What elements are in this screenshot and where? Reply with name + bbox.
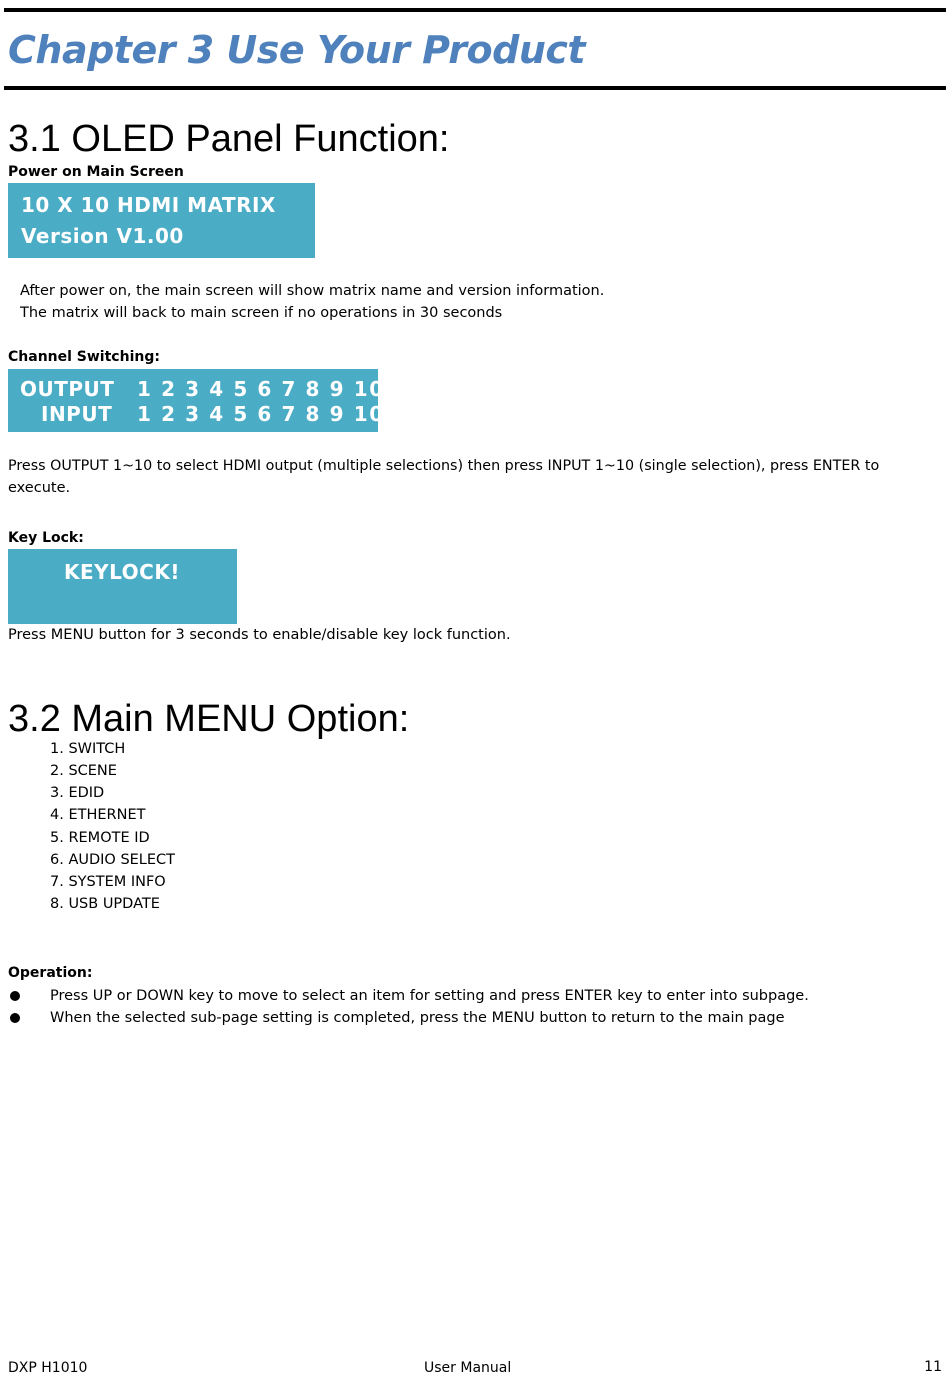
menu-item-switch: 1. SWITCH (50, 741, 126, 757)
channel-switching-label: Channel Switching: (8, 349, 160, 365)
key-lock-description: Press MENU button for 3 seconds to enable/disable key lock function. (8, 627, 511, 643)
section-title-oled: 3.1 OLED Panel Function: (8, 118, 450, 160)
oled-output-label: OUTPUT (20, 377, 115, 401)
key-lock-label: Key Lock: (8, 530, 84, 546)
oled-keylock-screen (8, 549, 237, 624)
menu-item-system-info: 7. SYSTEM INFO (50, 874, 166, 890)
menu-item-edid: 3. EDID (50, 785, 105, 801)
oled-input-label: INPUT (41, 402, 113, 426)
menu-item-scene: 2. SCENE (50, 763, 117, 779)
operation-bullet-2: When the selected sub-page setting is completed, press the MENU button to return to the main page (50, 1010, 785, 1026)
oled-keylock-text: KEYLOCK! (64, 560, 180, 584)
menu-item-ethernet: 4. ETHERNET (50, 807, 146, 823)
bullet-dot-icon (10, 1013, 20, 1023)
power-on-description-2: The matrix will back to main screen if no operations in 30 seconds (20, 305, 503, 321)
chapter-title: Chapter 3 Use Your Product (8, 28, 586, 72)
oled-output-numbers: 1 2 3 4 5 6 7 8 9 10 (137, 377, 385, 401)
header-rule-top (4, 8, 946, 12)
footer-model: DXP H1010 (8, 1360, 88, 1376)
menu-item-usb-update: 8. USB UPDATE (50, 896, 160, 912)
footer-doc-title: User Manual (424, 1360, 512, 1376)
bullet-dot-icon (10, 991, 20, 1001)
oled-channel-screen (8, 369, 385, 432)
section-title-menu: 3.2 Main MENU Option: (8, 698, 410, 740)
channel-switching-description-1: Press OUTPUT 1~10 to select HDMI output (multiple selections) then press INPUT 1~10 (single selection), press ENTER to (8, 458, 880, 474)
operation-label: Operation: (8, 965, 93, 981)
channel-switching-description-2: execute. (8, 480, 71, 496)
menu-item-remote-id: 5. REMOTE ID (50, 830, 150, 846)
footer-page-number: 11 (924, 1359, 942, 1375)
operation-bullet-1: Press UP or DOWN key to move to select an item for setting and press ENTER key to enter into subpage. (50, 988, 809, 1004)
menu-item-audio-select: 6. AUDIO SELECT (50, 852, 176, 868)
header-rule-bottom (4, 86, 946, 90)
oled-matrix-name: 10 X 10 HDMI MATRIX (21, 193, 276, 217)
oled-version: Version V1.00 (21, 224, 184, 248)
power-on-description-1: After power on, the main screen will show matrix name and version information. (20, 283, 605, 299)
power-on-label: Power on Main Screen (8, 164, 184, 180)
oled-main-screen (8, 183, 315, 258)
oled-input-numbers: 1 2 3 4 5 6 7 8 9 10 (137, 402, 385, 426)
